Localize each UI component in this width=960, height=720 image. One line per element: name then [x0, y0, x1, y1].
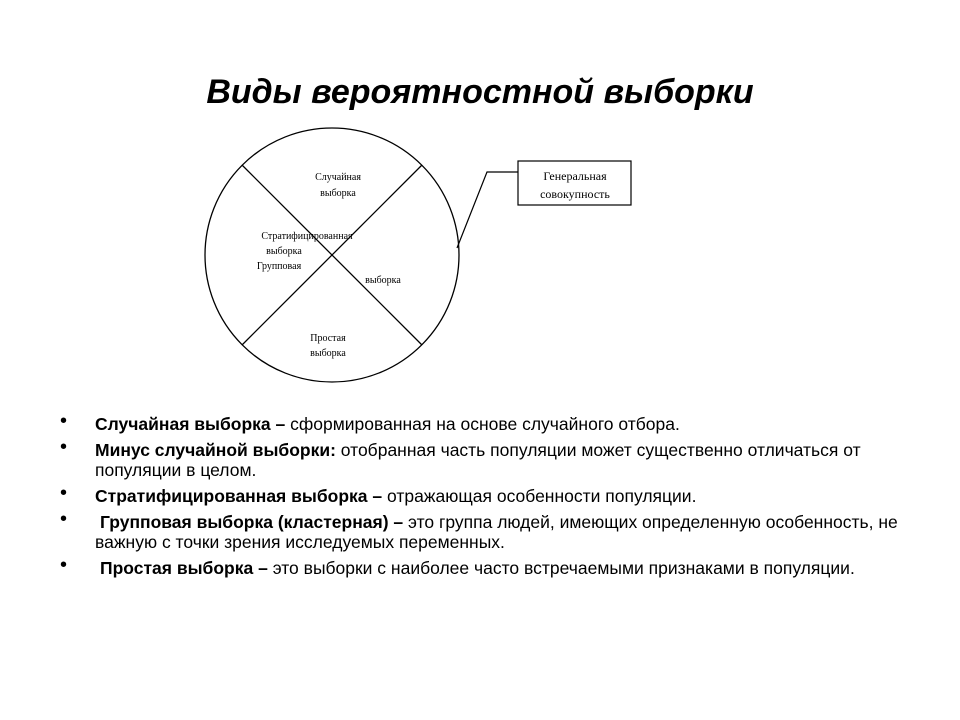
definitions-list	[60, 410, 910, 584]
box-label-line2: совокупность	[540, 187, 610, 201]
bullet-icon: •	[60, 410, 68, 432]
stratified-sample-label-line2: выборка	[266, 246, 302, 257]
list-item-text: это выборки с наиболее часто встречаемыми признаками в популяции.	[267, 558, 855, 578]
bullet-icon: •	[60, 482, 68, 504]
cluster-sample-label-right: выборка	[365, 275, 401, 286]
list-item-term: Простая выборка –	[100, 558, 268, 578]
connector-line	[457, 172, 518, 248]
cluster-sample-label: Групповая	[256, 261, 302, 272]
slide-title: Виды вероятностной выборки	[206, 73, 754, 111]
list-item	[60, 554, 910, 578]
list-item-text: отобранная часть популяции может существенно отличаться от популяции в целом.	[95, 440, 861, 480]
box-label-line1: Генеральная	[543, 169, 607, 183]
random-sample-label-line2: выборка	[320, 188, 356, 199]
stratified-sample-label-line1: Стратифицированная	[261, 231, 353, 242]
list-item-text: отражающая особенности популяции.	[382, 486, 697, 506]
random-sample-label-line1: Случайная	[315, 172, 361, 183]
simple-sample-label-line1: Простая	[310, 333, 346, 344]
list-item-term: Минус случайной выборки:	[95, 440, 336, 460]
list-item-text: сформированная на основе случайного отбора.	[285, 414, 680, 434]
simple-sample-label-line2: выборка	[310, 348, 346, 359]
list-item	[60, 436, 910, 480]
list-item-term: Стратифицированная выборка –	[95, 486, 383, 506]
list-item	[60, 410, 910, 434]
list-item	[60, 482, 910, 506]
bullet-icon: •	[60, 436, 68, 458]
list-item-text: это группа людей, имеющих определенную особенность, не важную с точки зрения исследуемых переменных.	[95, 512, 898, 552]
list-item	[60, 508, 910, 552]
bullet-icon: •	[60, 554, 68, 576]
bullet-icon: •	[60, 508, 68, 530]
list-item-term: Групповая выборка (кластерная) –	[100, 512, 404, 532]
list-item-term: Случайная выборка –	[95, 414, 286, 434]
